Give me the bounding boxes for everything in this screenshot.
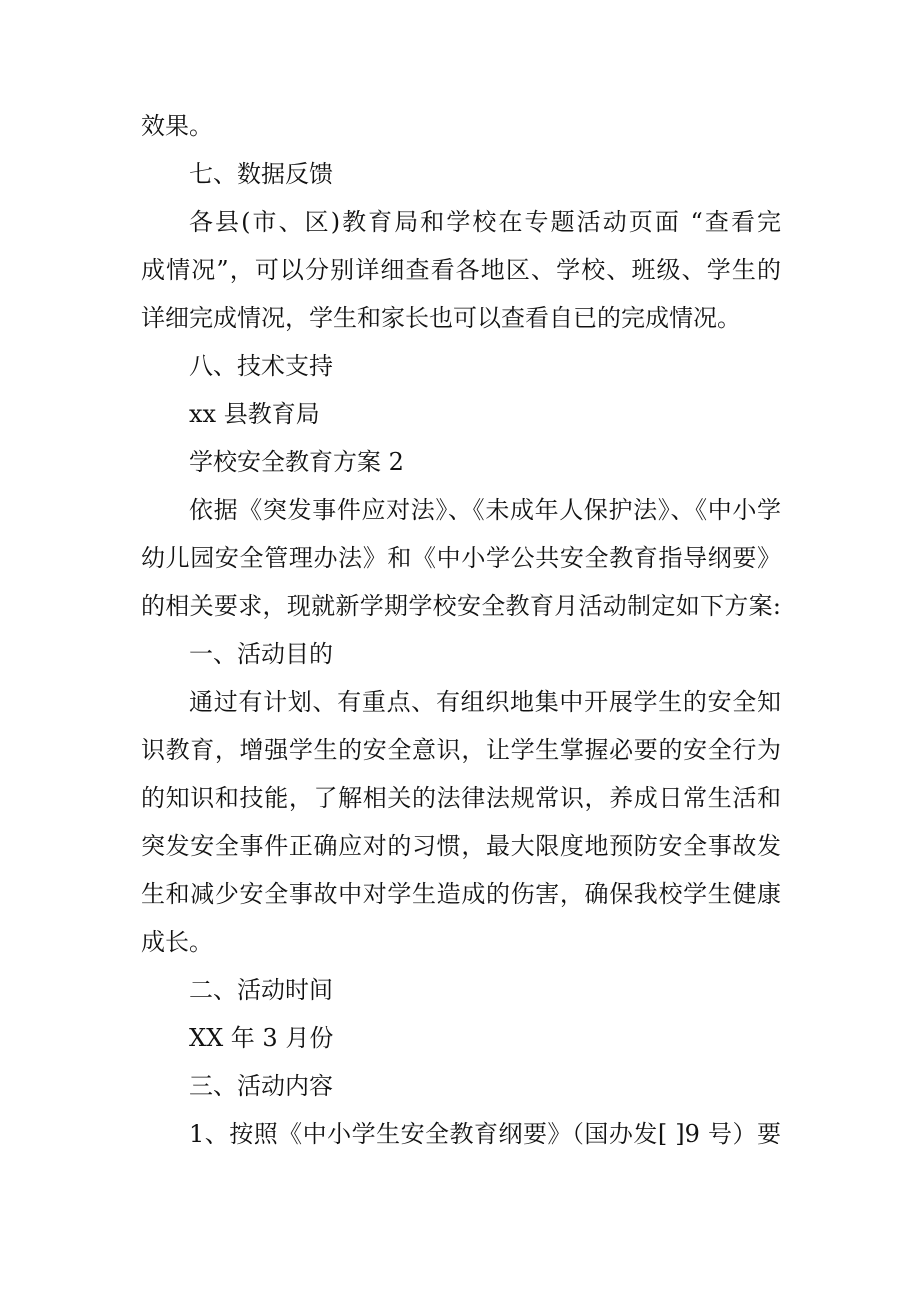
text-line: XX 年 3 月份 — [189, 1024, 334, 1052]
text-line: 的相关要求，现就新学期学校安全教育月活动制定如下方案: — [141, 592, 781, 620]
section-heading: 二、活动时间 — [189, 976, 333, 1004]
text-line: 依据《突发事件应对法》、《未成年人保护法》、《中小学 — [189, 496, 781, 524]
section-heading: 八、技术支持 — [189, 352, 333, 380]
section-heading: 七、数据反馈 — [189, 160, 333, 188]
text-line: 的知识和技能，了解相关的法律法规常识，养成日常生活和 — [141, 784, 781, 812]
text-line: xx 县教育局 — [189, 400, 320, 428]
document-body — [141, 102, 781, 1158]
text-line: 1、按照《中小学生安全教育纲要》（国办发[ ]9 号）要 — [189, 1120, 781, 1148]
text-line: 成情况”，可以分别详细查看各地区、学校、班级、学生的 — [141, 256, 781, 284]
text-line: 识教育，增强学生的安全意识，让学生掌握必要的安全行为 — [141, 736, 781, 764]
section-heading: 三、活动内容 — [189, 1072, 333, 1100]
text-line: 幼儿园安全管理办法》和《中小学公共安全教育指导纲要》 — [141, 544, 781, 572]
text-line: 效果。 — [141, 112, 213, 140]
text-line: 生和减少安全事故中对学生造成的伤害，确保我校学生健康 — [141, 880, 781, 908]
section-heading: 一、活动目的 — [189, 640, 333, 668]
text-line: 成长。 — [141, 928, 213, 956]
document-title: 学校安全教育方案 2 — [189, 448, 404, 476]
text-line: 各县(市、区)教育局和学校在专题活动页面 “查看完 — [189, 208, 781, 236]
text-line: 详细完成情况，学生和家长也可以查看自已的完成情况。 — [141, 304, 741, 332]
text-line: 突发安全事件正确应对的习惯，最大限度地预防安全事故发 — [141, 832, 781, 860]
text-line: 通过有计划、有重点、有组织地集中开展学生的安全知 — [189, 688, 781, 716]
